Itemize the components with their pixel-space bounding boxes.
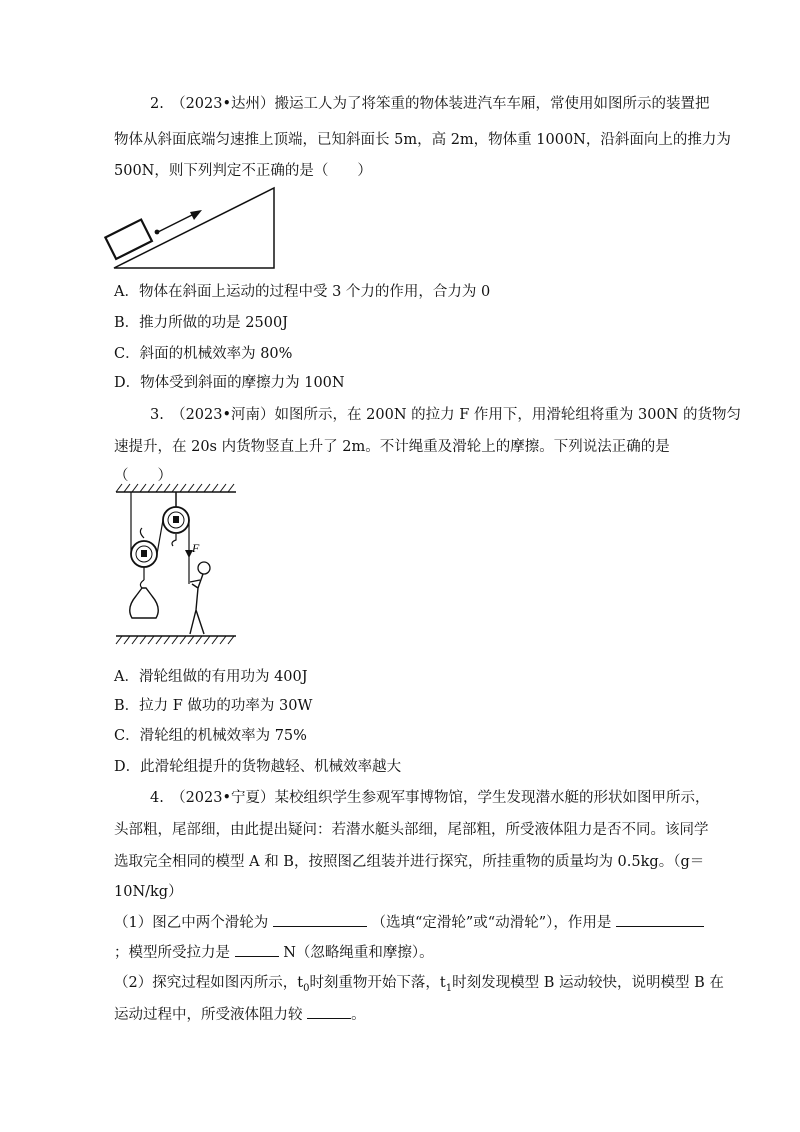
pulley-figure	[112, 484, 242, 644]
q4-part1-text-c: ；模型所受拉力是	[114, 945, 230, 961]
q4-part2-line	[114, 973, 724, 999]
q4-blank-pulley-type[interactable]	[273, 912, 367, 927]
force-label: F	[192, 541, 200, 555]
q4-part2-text-b: 时刻重物开始下落，t	[309, 975, 446, 991]
q2-stem-line-3: 500N，则下列判定不正确的是（ ）	[114, 163, 372, 179]
q4-part2-text-e: 。	[351, 1007, 366, 1023]
q4-part2-text-d: 运动过程中，所受液体阻力较	[114, 1007, 303, 1023]
q4-stem-line-2: 头部粗，尾部细，由此提出疑问：若潜水艇头部细，尾部粗，所受液体阻力是否不同。该同学	[114, 822, 709, 838]
q4-part1-line-2	[114, 942, 434, 963]
q2-stem-line-2: 物体从斜面底端匀速推上顶端，已知斜面长 5m，高 2m，物体重 1000N，沿斜面向上的推力为	[114, 132, 731, 148]
q3-option-c: C．滑轮组的机械效率为 75%	[114, 728, 307, 744]
q4-blank-resistance[interactable]	[307, 1004, 351, 1019]
q3-option-d: D．此滑轮组提升的货物越轻、机械效率越大	[114, 759, 402, 775]
q2-option-a: A．物体在斜面上运动的过程中受 3 个力的作用，合力为 0	[114, 284, 491, 300]
q4-part1-text-b: （选填“定滑轮”或“动滑轮”），作用是	[371, 915, 612, 931]
q3-stem-line-1: 3. （2023•河南）如图所示，在 200N 的拉力 F 作用下，用滑轮组将重为 300N 的货物匀	[150, 407, 741, 423]
q4-part2-text-c: 时刻发现模型 B 运动较快，说明模型 B 在	[452, 975, 724, 991]
incline-figure	[110, 186, 282, 272]
q4-stem-line-3: 选取完全相同的模型 A 和 B，按照图乙组装并进行探究，所挂重物的质量均为 0.5kg。（g＝	[114, 854, 705, 870]
q2-stem-line-1: 2. （2023•达州）搬运工人为了将笨重的物体装进汽车车厢，常使用如图所示的装置把	[150, 96, 710, 112]
q4-part1-text-a: （1）图乙中两个滑轮为	[114, 915, 269, 931]
q4-part2-text-a: （2）探究过程如图丙所示，t	[114, 975, 304, 991]
q2-option-b: B．推力所做的功是 2500J	[114, 315, 288, 331]
q4-part1-text-d: N（忽略绳重和摩擦）。	[283, 945, 434, 961]
q2-option-d: D．物体受到斜面的摩擦力为 100N	[114, 375, 345, 391]
q3-stem-line-3: （ ）	[114, 468, 172, 484]
q4-blank-force[interactable]	[235, 942, 279, 957]
q3-option-a: A．滑轮组做的有用功为 400J	[114, 669, 308, 685]
q3-stem-line-2: 速提升，在 20s 内货物竖直上升了 2m。不计绳重及滑轮上的摩擦。下列说法正确的是	[114, 439, 670, 455]
q2-option-c: C．斜面的机械效率为 80%	[114, 346, 293, 362]
q4-part1-line	[114, 912, 704, 933]
q4-part2-line-2	[114, 1004, 366, 1025]
q3-option-b: B．拉力 F 做功的功率为 30W	[114, 698, 313, 714]
q4-blank-function[interactable]	[616, 912, 704, 927]
q4-stem-line-1: 4. （2023•宁夏）某校组织学生参观军事博物馆，学生发现潜水艇的形状如图甲所示，	[150, 790, 710, 806]
q4-part2-sub-0: 0	[303, 982, 310, 994]
q4-part2-sub-1: 1	[445, 982, 453, 994]
q4-stem-line-4: 10N/kg）	[114, 884, 183, 900]
